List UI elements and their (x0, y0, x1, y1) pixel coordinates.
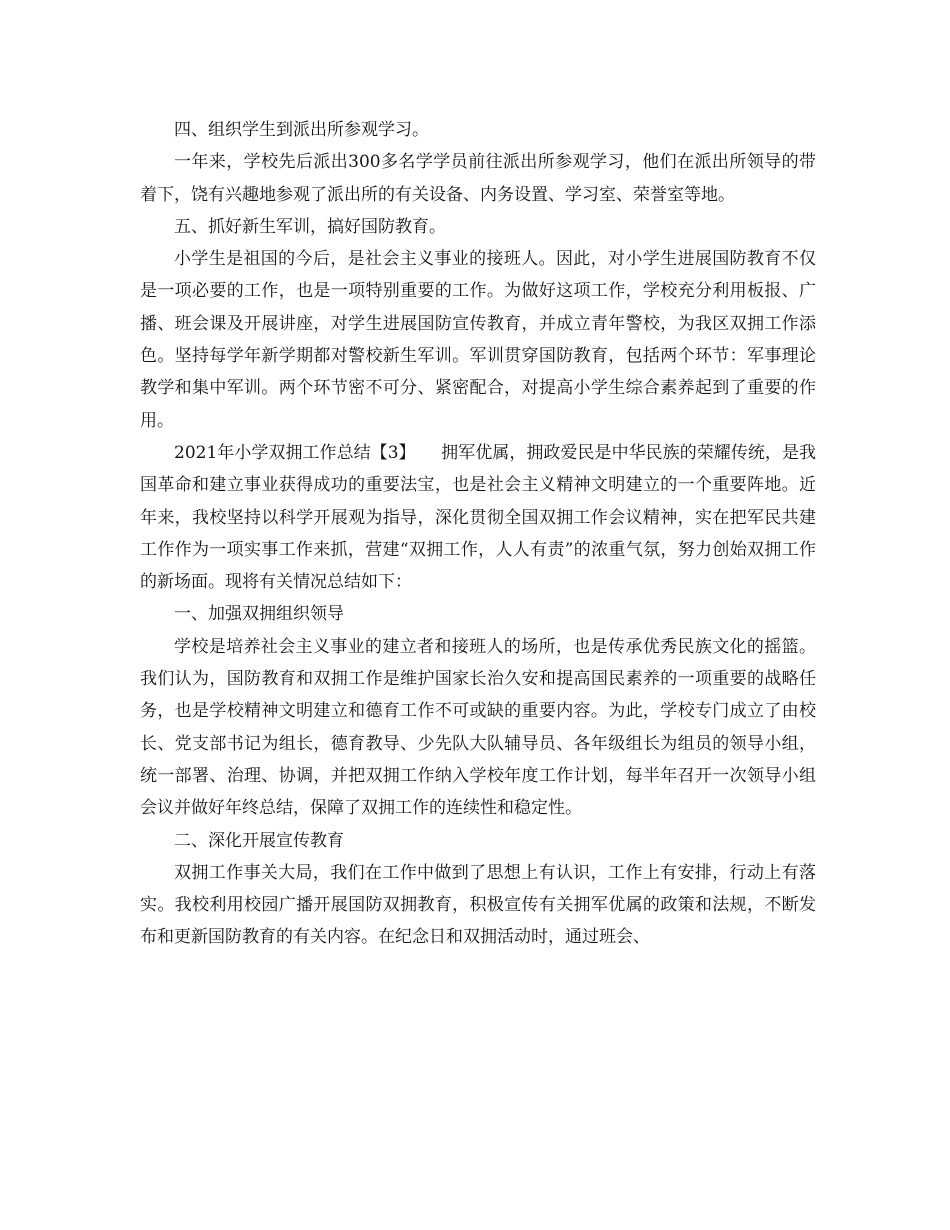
paragraph: 一年来，学校先后派出300多名学学员前往派出所参观学习，他们在派出所领导的带着下，饶有兴趣地参观了派出所的有关设备、内务设置、学习室、荣誉室等地。 (140, 152, 816, 205)
document-body (140, 114, 816, 954)
paragraph: 2021年小学双拥工作总结【3】 拥军优属，拥政爱民是中华民族的荣耀传统，是我国革命和建立事业获得成功的重要法宝，也是社会主义精神文明建立的一个重要阵地。近年来，我校坚持以科学开展观为指导，深化贯彻全国双拥工作会议精神，实在把军民共建工作作为一项实事工作来抓，营建“双拥工作，人人有责”的浓重气氛，努力创始双拥工作的新场面。现将有关情况总结如下： (140, 442, 816, 593)
section-heading-2: 二、深化开展宣传教育 (174, 830, 344, 851)
paragraph: 学校是培养社会主义事业的建立者和接班人的场所，也是传承优秀民族文化的摇篮。我们认为，国防教育和双拥工作是维护国家长治久安和提高国民素养的一项重要的战略任务，也是学校精神文明建立和德育工作不可或缺的重要内容。为此，学校专门成立了由校长、党支部书记为组长，德育教导、少先队大队辅导员、各年级组长为组员的领导小组，统一部署、治理、协调，并把双拥工作纳入学校年度工作计划，每半年召开一次领导小组会议并做好年终总结，保障了双拥工作的连续性和稳定性。 (140, 636, 816, 819)
section-heading-5: 五、抓好新生军训，搞好国防教育。 (174, 216, 446, 237)
section-heading-4: 四、组织学生到派出所参观学习。 (174, 120, 429, 140)
section-heading-1: 一、加强双拥组织领导 (174, 604, 344, 625)
paragraph: 双拥工作事关大局，我们在工作中做到了思想上有认识，工作上有安排，行动上有落实。我校利用校园广播开展国防双拥教育，积极宣传有关拥军优属的政策和法规，不断发布和更新国防教育的有关内容。在纪念日和双拥活动时，通过班会、 (140, 862, 816, 948)
paragraph: 小学生是祖国的今后，是社会主义事业的接班人。因此，对小学生进展国防教育不仅是一项必要的工作，也是一项特别重要的工作。为做好这项工作，学校充分利用板报、广播、班会课及开展讲座，对学生进展国防宣传教育，并成立青年警校，为我区双拥工作添色。坚持每学年新学期都对警校新生军训。军训贯穿国防教育，包括两个环节：军事理论教学和集中军训。两个环节密不可分、紧密配合，对提高小学生综合素养起到了重要的作用。 (140, 249, 816, 431)
